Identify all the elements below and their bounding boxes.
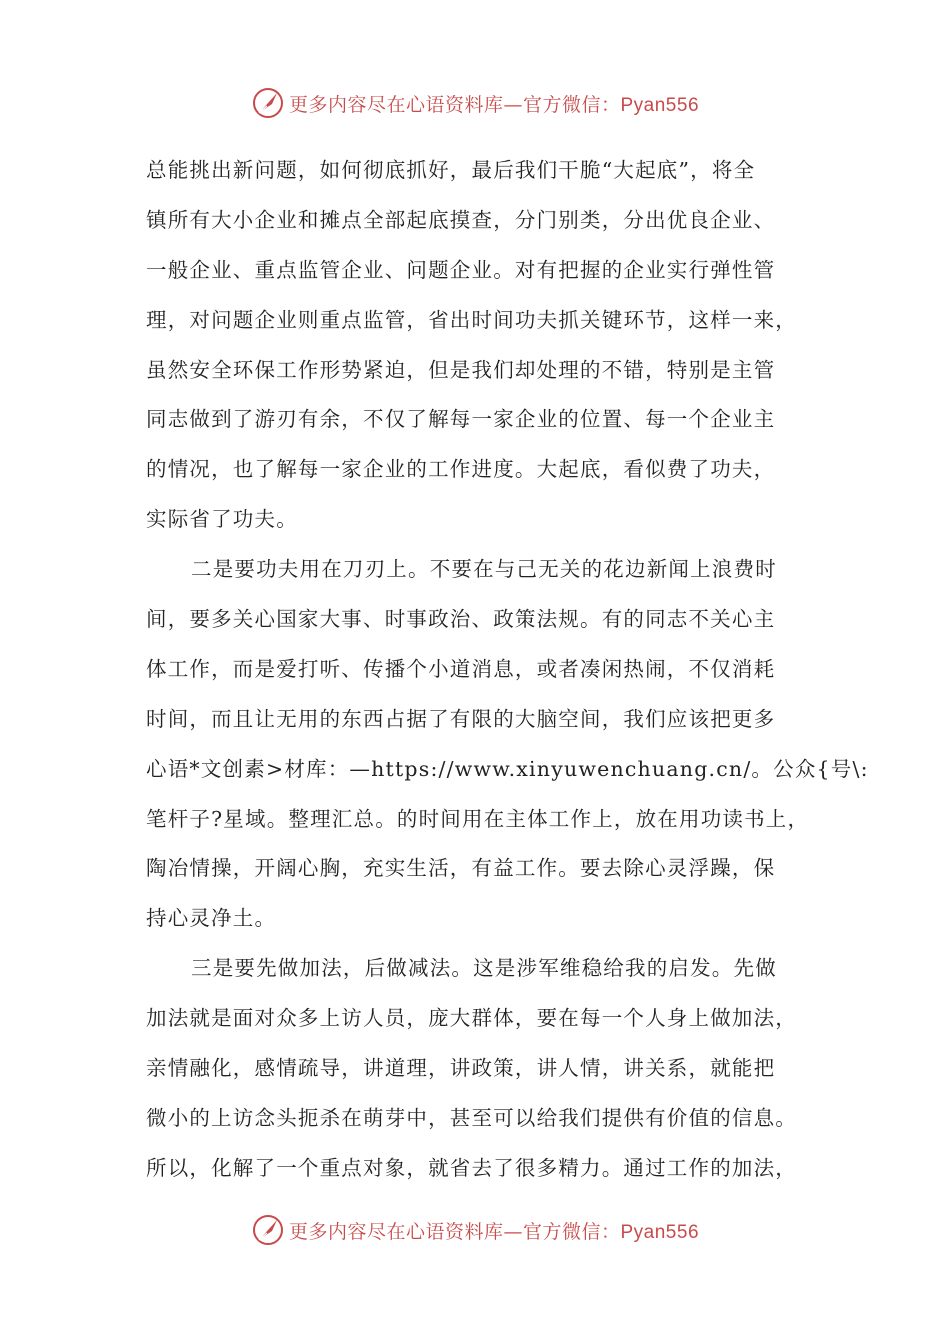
text-line: 陶冶情操，开阔心胸，充实生活，有益工作。要去除心灵浮躁，保 — [146, 856, 776, 881]
text-line: 所以，化解了一个重点对象，就省去了很多精力。通过工作的加法， — [146, 1155, 797, 1180]
wechat-id: Pyan556 — [620, 1221, 700, 1243]
banner-text: 更多内容尽在心语资料库—官方微信：Pyan556 — [288, 1220, 700, 1243]
text-line: 理，对问题企业则重点监管，省出时间功夫抓关键环节，这样一来， — [146, 307, 797, 332]
text-line: 镇所有大小企业和摊点全部起底摸查，分门别类，分出优良企业、 — [146, 207, 776, 232]
quill-logo-icon — [251, 86, 285, 120]
text-line: 虽然安全环保工作形势紧迫，但是我们却处理的不错，特别是主管 — [146, 357, 776, 382]
text-line: 亲情融化，感情疏导，讲道理，讲政策，讲人情，讲关系，就能把 — [146, 1056, 776, 1081]
text-line: 加法就是面对众多上访人员，庞大群体，要在每一个人身上做加法， — [146, 1006, 797, 1031]
text-line: 三是要先做加法，后做减法。这是涉军维稳给我的启发。先做 — [191, 956, 777, 981]
footer-banner — [0, 1210, 950, 1250]
text-line: 总能挑出新问题，如何彻底抓好，最后我们干脆“大起底”，将全 — [146, 158, 756, 182]
header-banner — [0, 83, 950, 123]
text-line: 持心灵净土。 — [146, 906, 277, 931]
text-line: 体工作，而是爱打听、传播个小道消息，或者凑闲热闹，不仅消耗 — [146, 656, 776, 681]
banner-text: 更多内容尽在心语资料库—官方微信：Pyan556 — [288, 93, 700, 116]
text-line: 间，要多关心国家大事、时事政治、政策法规。有的同志不关心主 — [146, 607, 776, 632]
text-line: 二是要功夫用在刀刃上。不要在与己无关的花边新闻上浪费时 — [191, 557, 777, 582]
quill-logo-icon — [251, 1213, 285, 1247]
document-body — [146, 146, 869, 1194]
text-line: 同志做到了游刃有余，不仅了解每一家企业的位置、每一个企业主 — [146, 407, 776, 432]
text-line: 的情况，也了解每一家企业的工作进度。大起底，看似费了功夫， — [146, 457, 776, 482]
watermark-line: 心语*文创素>材库：—https://www.xinyuwenchuang.cn/。公众{号\: — [146, 756, 869, 781]
wechat-id: Pyan556 — [620, 94, 700, 116]
text-line: 笔杆子?星域。整理汇总。的时间用在主体工作上，放在用功读书上， — [146, 806, 810, 831]
text-line: 实际省了功夫。 — [146, 507, 298, 532]
text-line: 时间，而且让无用的东西占据了有限的大脑空间，我们应该把更多 — [146, 706, 776, 731]
text-line: 微小的上访念头扼杀在萌芽中，甚至可以给我们提供有价值的信息。 — [146, 1105, 797, 1130]
text-line: 一般企业、重点监管企业、问题企业。对有把握的企业实行弹性管 — [146, 257, 776, 282]
